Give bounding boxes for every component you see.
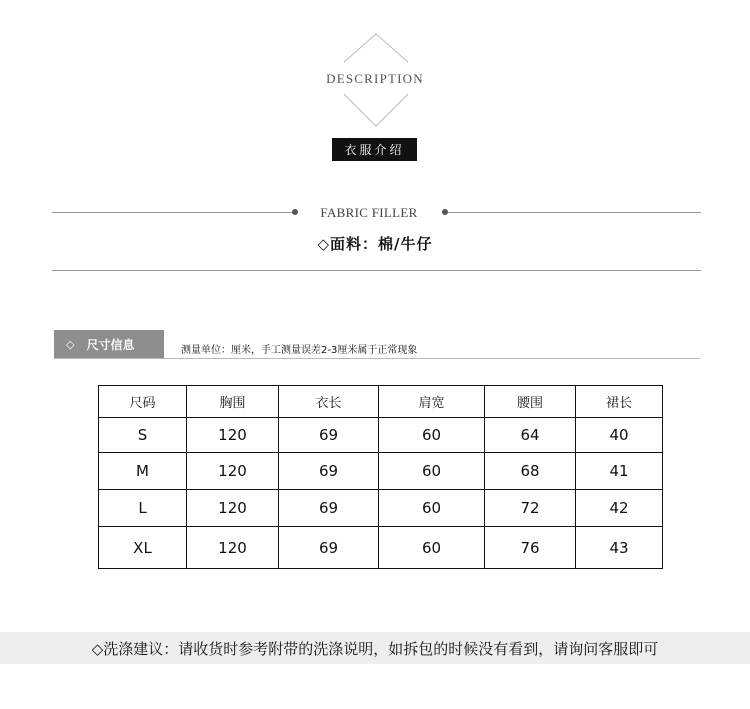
header-length: 衣长: [279, 386, 379, 418]
table-cell: M: [99, 453, 187, 490]
fabric-title: FABRIC FILLER: [320, 205, 418, 220]
fabric-divider: [52, 270, 701, 271]
table-cell: 120: [187, 418, 279, 453]
table-cell: 41: [576, 453, 663, 490]
table-cell: XL: [99, 527, 187, 569]
wash-advice-text: ◇洗涤建议：请收货时参考附带的洗涤说明，如拆包的时候没有看到，请询问客服即可: [91, 639, 659, 658]
table-cell: 60: [379, 453, 485, 490]
size-info-tab: [54, 330, 164, 359]
fabric-line-right: [448, 212, 701, 213]
fabric-value: ◇面料：棉/牛仔: [317, 235, 433, 253]
measurement-note: 测量单位：厘米，手工测量误差2-3厘米属于正常现象: [181, 345, 418, 356]
table-cell: 42: [576, 490, 663, 527]
table-cell: 69: [279, 527, 379, 569]
header-waist: 腰围: [485, 386, 576, 418]
table-cell: 72: [485, 490, 576, 527]
table-row: [99, 418, 663, 453]
header-chest: 胸围: [187, 386, 279, 418]
table-cell: L: [99, 490, 187, 527]
table-cell: 60: [379, 527, 485, 569]
wash-advice-bar: [0, 632, 750, 664]
table-cell: 76: [485, 527, 576, 569]
header-size: 尺码: [99, 386, 187, 418]
fabric-dot-left: [292, 209, 298, 215]
table-cell: 68: [485, 453, 576, 490]
table-cell: 69: [279, 453, 379, 490]
table-cell: 69: [279, 418, 379, 453]
table-cell: 60: [379, 490, 485, 527]
table-cell: 120: [187, 453, 279, 490]
table-cell: S: [99, 418, 187, 453]
diamond-icon: ◇: [66, 338, 75, 351]
table-row: [99, 453, 663, 490]
header-skirt-length: 裙长: [576, 386, 663, 418]
fabric-line-left: [52, 212, 292, 213]
table-cell: 69: [279, 490, 379, 527]
header-shoulder: 肩宽: [379, 386, 485, 418]
table-row: [99, 490, 663, 527]
table-row: [99, 527, 663, 569]
size-info-label: 尺寸信息: [86, 338, 135, 352]
clothes-intro-label: 衣服介绍: [332, 138, 417, 161]
table-cell: 120: [187, 527, 279, 569]
size-info-underline: [54, 358, 700, 359]
table-cell: 60: [379, 418, 485, 453]
table-cell: 120: [187, 490, 279, 527]
table-cell: 43: [576, 527, 663, 569]
table-header-row: [99, 386, 663, 418]
description-heading: DESCRIPTION: [326, 71, 424, 86]
table-cell: 64: [485, 418, 576, 453]
size-table: [98, 385, 663, 569]
table-cell: 40: [576, 418, 663, 453]
